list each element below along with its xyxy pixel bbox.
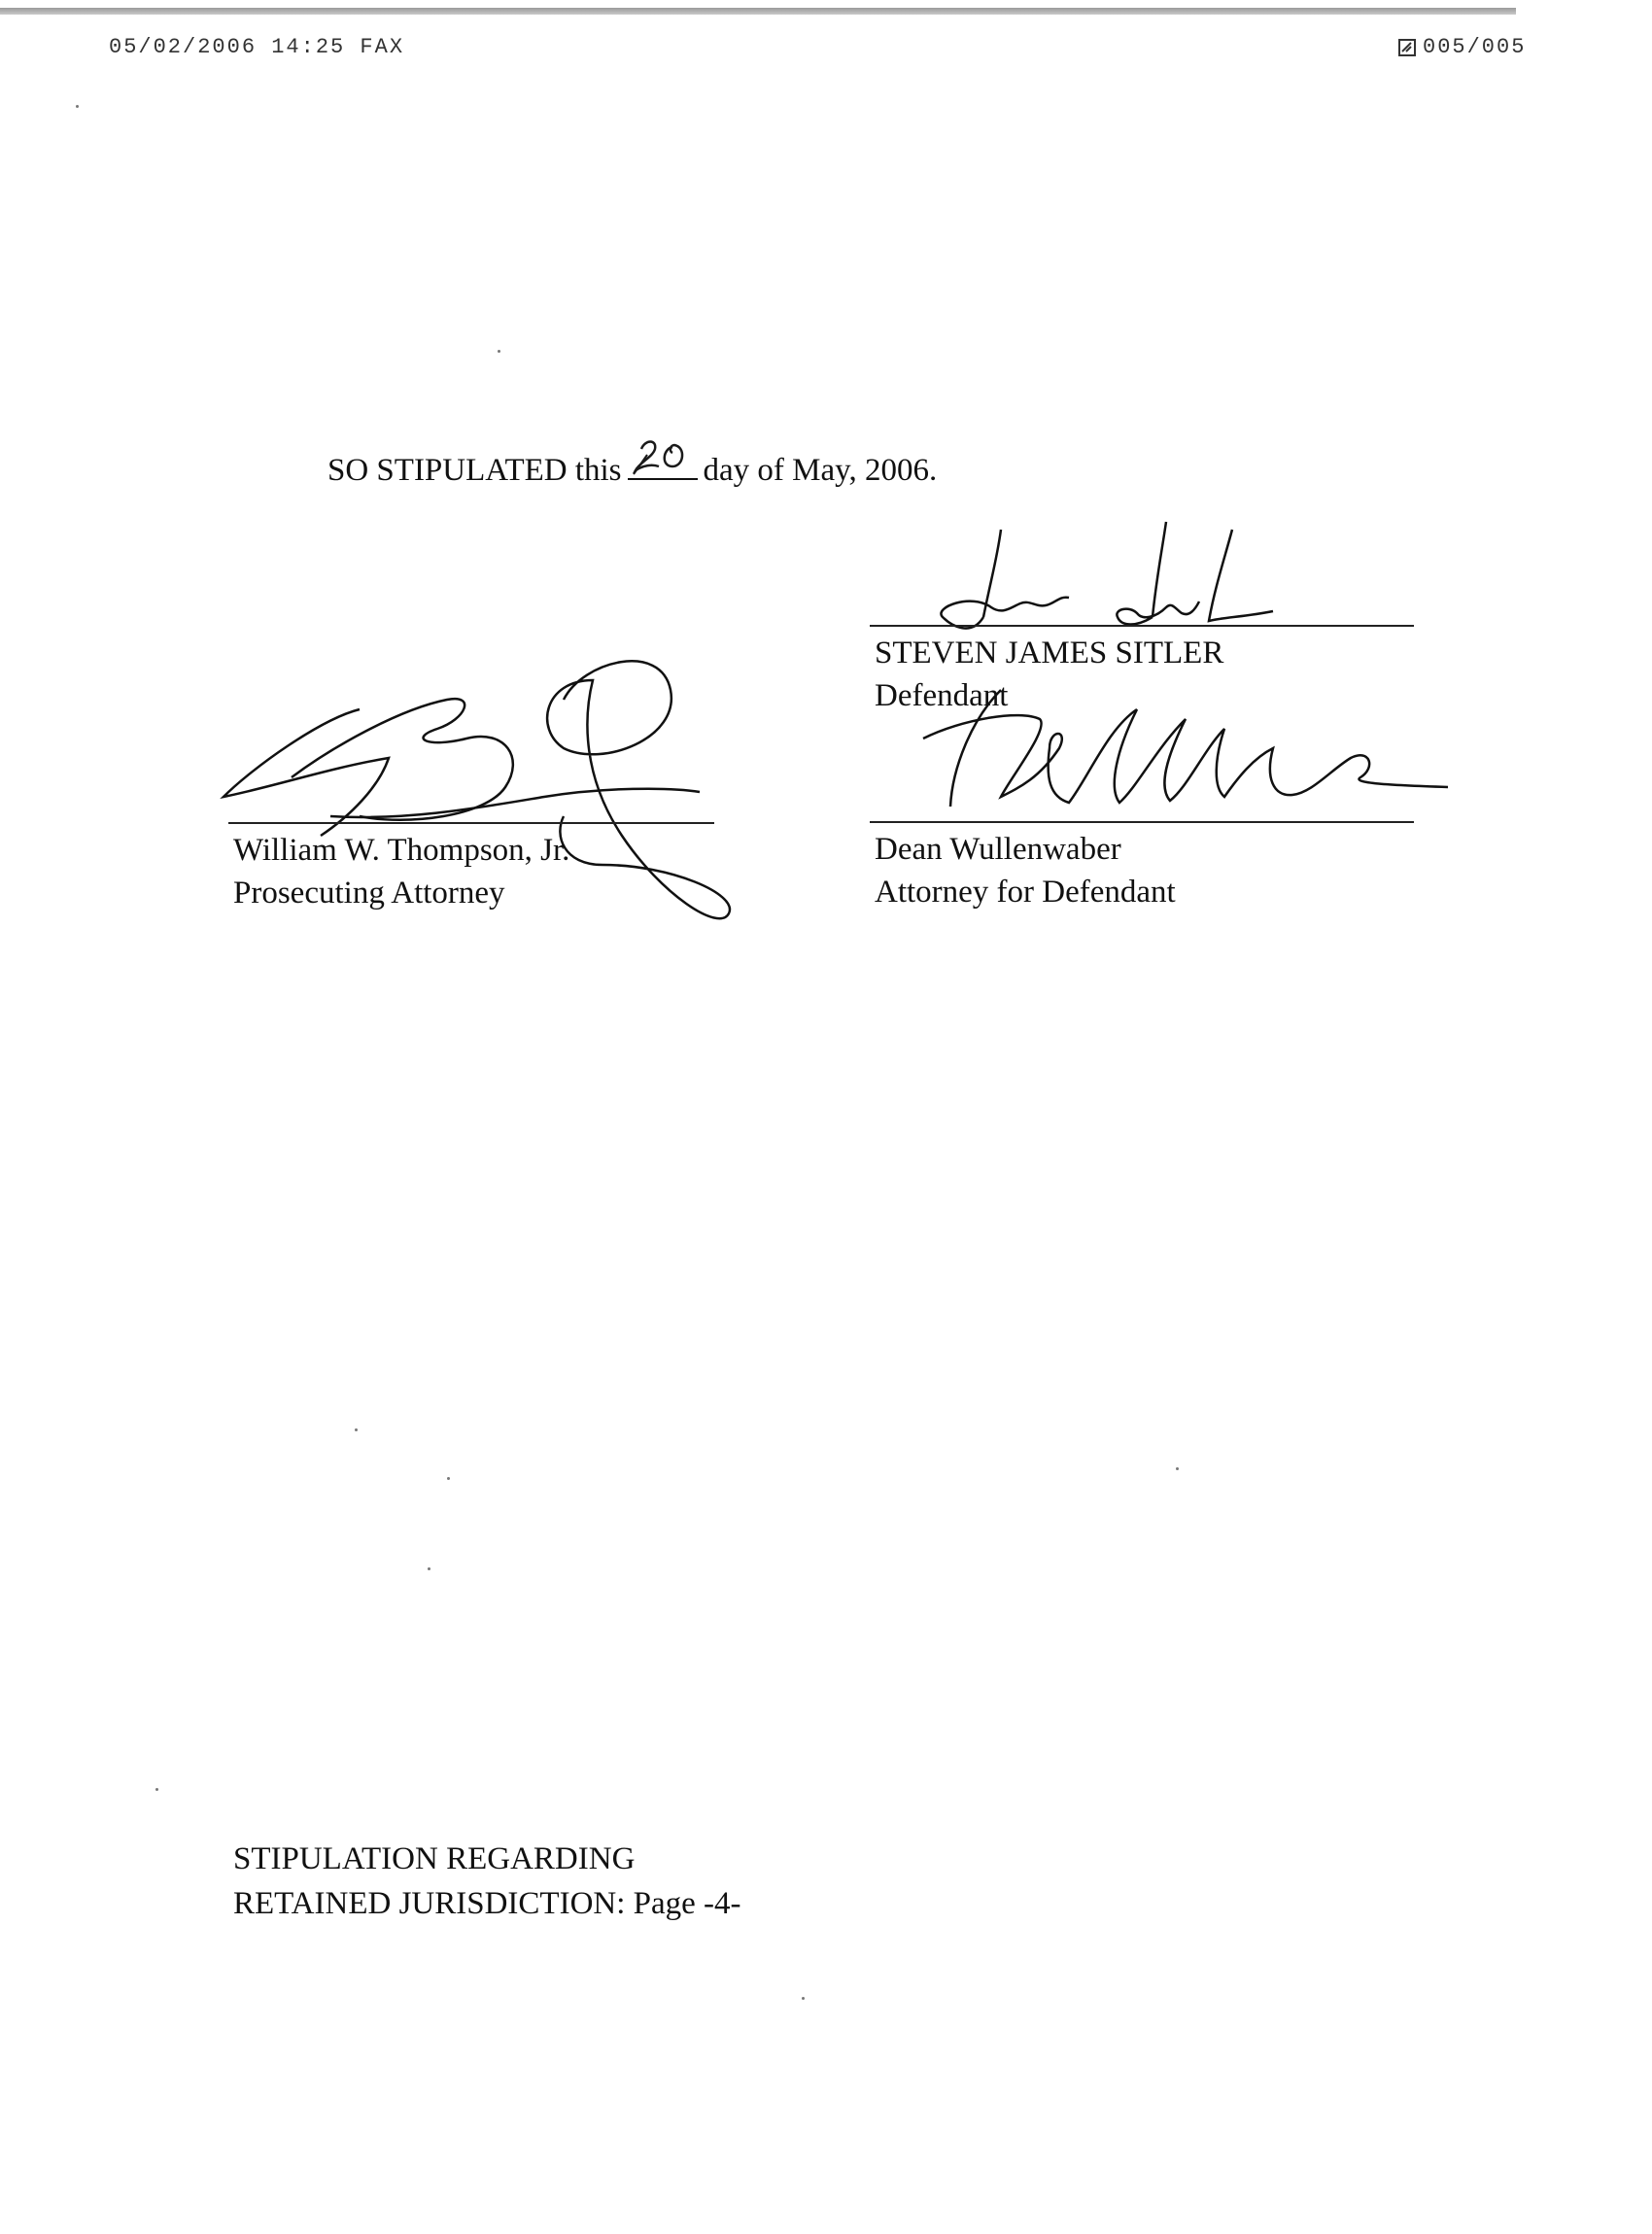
prosecutor-signature-line — [228, 822, 714, 824]
document-footer — [233, 1837, 741, 1926]
fax-page-icon — [1397, 38, 1417, 57]
scan-speck — [447, 1477, 450, 1480]
fax-page-number: 005/005 — [1423, 35, 1527, 59]
defendant-signature-line — [870, 625, 1414, 627]
scan-speck — [802, 1997, 805, 2000]
scan-speck — [428, 1567, 430, 1570]
prosecutor-role: Prosecuting Attorney — [233, 876, 505, 911]
defense-attorney-name: Dean Wullenwaber — [875, 832, 1121, 867]
scan-speck — [498, 350, 500, 353]
handwritten-day — [628, 431, 698, 480]
fax-page-counter — [1397, 35, 1526, 59]
footer-title-line1: STIPULATION REGARDING — [233, 1841, 636, 1876]
stipulation-statement — [327, 445, 937, 489]
footer-title-line2: RETAINED JURISDICTION: Page -4- — [233, 1886, 741, 1921]
stipulation-prefix: SO STIPULATED this — [327, 453, 622, 488]
stipulation-suffix: day of May, 2006. — [703, 453, 938, 488]
scan-speck — [155, 1788, 158, 1791]
day-blank — [628, 445, 698, 480]
defense-attorney-role: Attorney for Defendant — [875, 875, 1176, 910]
fax-datetime: 05/02/2006 14:25 FAX — [109, 35, 405, 59]
scan-speck — [76, 105, 79, 108]
fax-top-edge — [0, 8, 1516, 15]
defendant-signature — [875, 520, 1322, 646]
scan-speck — [355, 1428, 358, 1431]
defendant-role: Defendant — [875, 678, 1009, 713]
defense-attorney-signature — [904, 680, 1467, 826]
defense-attorney-signature-line — [870, 821, 1414, 823]
defendant-name: STEVEN JAMES SITLER — [875, 636, 1224, 670]
prosecutor-name: William W. Thompson, Jr. — [233, 833, 570, 868]
scan-speck — [1176, 1467, 1179, 1470]
